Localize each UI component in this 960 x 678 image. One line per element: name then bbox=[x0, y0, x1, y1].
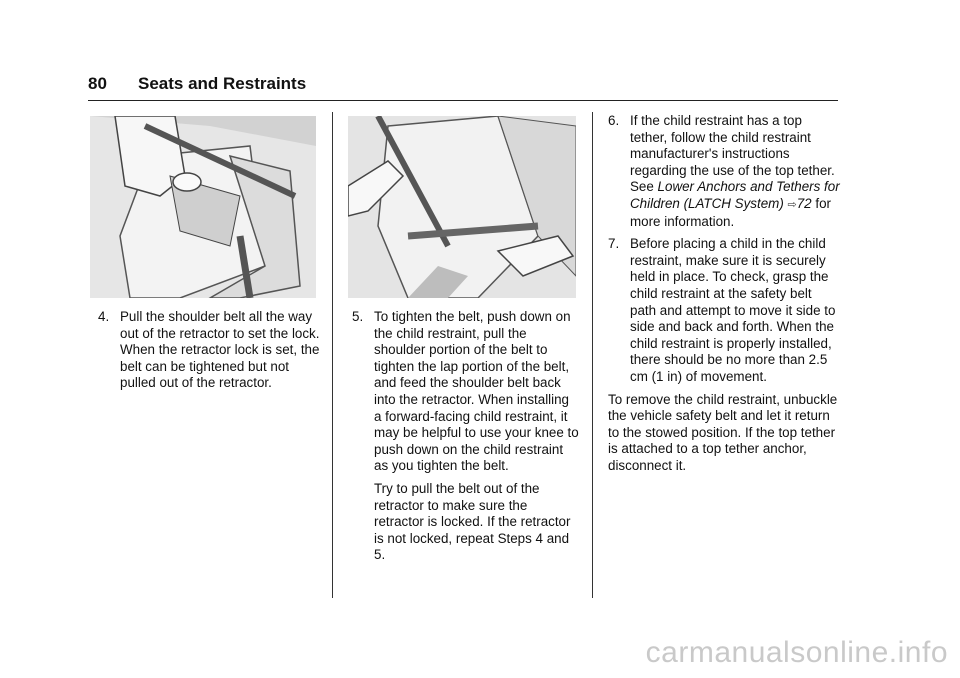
step-6 bbox=[608, 113, 840, 230]
step-number: 6. bbox=[608, 113, 620, 128]
step-5 bbox=[352, 309, 580, 564]
step-text: If the child restraint has a top tether, follow the child restraint manufacturer's instructions regarding the use of the top tether. See Lower Anchors and Tethers for Children (LATCH System) ⇨72 for more information. bbox=[630, 113, 840, 229]
watermark: carmanualsonline.info bbox=[645, 636, 948, 669]
column-2 bbox=[352, 309, 580, 564]
step-continuation: Try to pull the belt out of the retractor to make sure the retractor is locked. If the retractor is not locked, repeat Steps 4 and 5. bbox=[374, 480, 571, 563]
step-number: 7. bbox=[608, 236, 620, 252]
column-3 bbox=[608, 113, 840, 474]
latch-reference-link[interactable]: Lower Anchors and Tethers for Children (LATCH System) bbox=[630, 179, 840, 211]
step-4 bbox=[98, 309, 320, 392]
step-text: Before placing a child in the child restraint, make sure it is securely held in place. To check, grasp the child restraint at the safety belt path and attempt to move it side to side and back and forth. When the child restraint is properly installed, there should be no more than 2.5 cm (1 in) of movement. bbox=[630, 236, 836, 384]
step-7 bbox=[608, 236, 840, 385]
step-text: Pull the shoulder belt all the way out of the retractor to set the lock. When the retractor lock is set, the belt can be tightened but not pulled out of the retractor. bbox=[120, 309, 320, 391]
step-number: 5. bbox=[352, 309, 364, 324]
step-number: 4. bbox=[98, 309, 110, 324]
reference-page-number[interactable]: 72 bbox=[796, 195, 812, 211]
section-title: Seats and Restraints bbox=[138, 74, 307, 93]
column-1 bbox=[98, 309, 320, 392]
figure-pull-shoulder-belt bbox=[90, 116, 316, 298]
column-divider-right bbox=[592, 112, 593, 598]
step-text: To tighten the belt, push down on the child restraint, pull the shoulder portion of the belt to tighten the lap portion of the belt, and feed the shoulder belt back into the retractor. When installing a forward-facing child restraint, it may be helpful to use your knee to push down on the child restraint as you tighten the belt. bbox=[374, 309, 579, 474]
column-divider-left bbox=[332, 112, 333, 598]
figure-tighten-belt bbox=[348, 116, 576, 298]
page-header bbox=[88, 70, 838, 101]
page-number: 80 bbox=[88, 74, 107, 93]
page-reference-arrow-icon: ⇨ bbox=[787, 198, 797, 211]
closing-paragraph: To remove the child restraint, unbuckle the vehicle safety belt and let it return to the stowed position. If the top tether is attached to a top tether anchor, disconnect it. bbox=[608, 391, 838, 473]
